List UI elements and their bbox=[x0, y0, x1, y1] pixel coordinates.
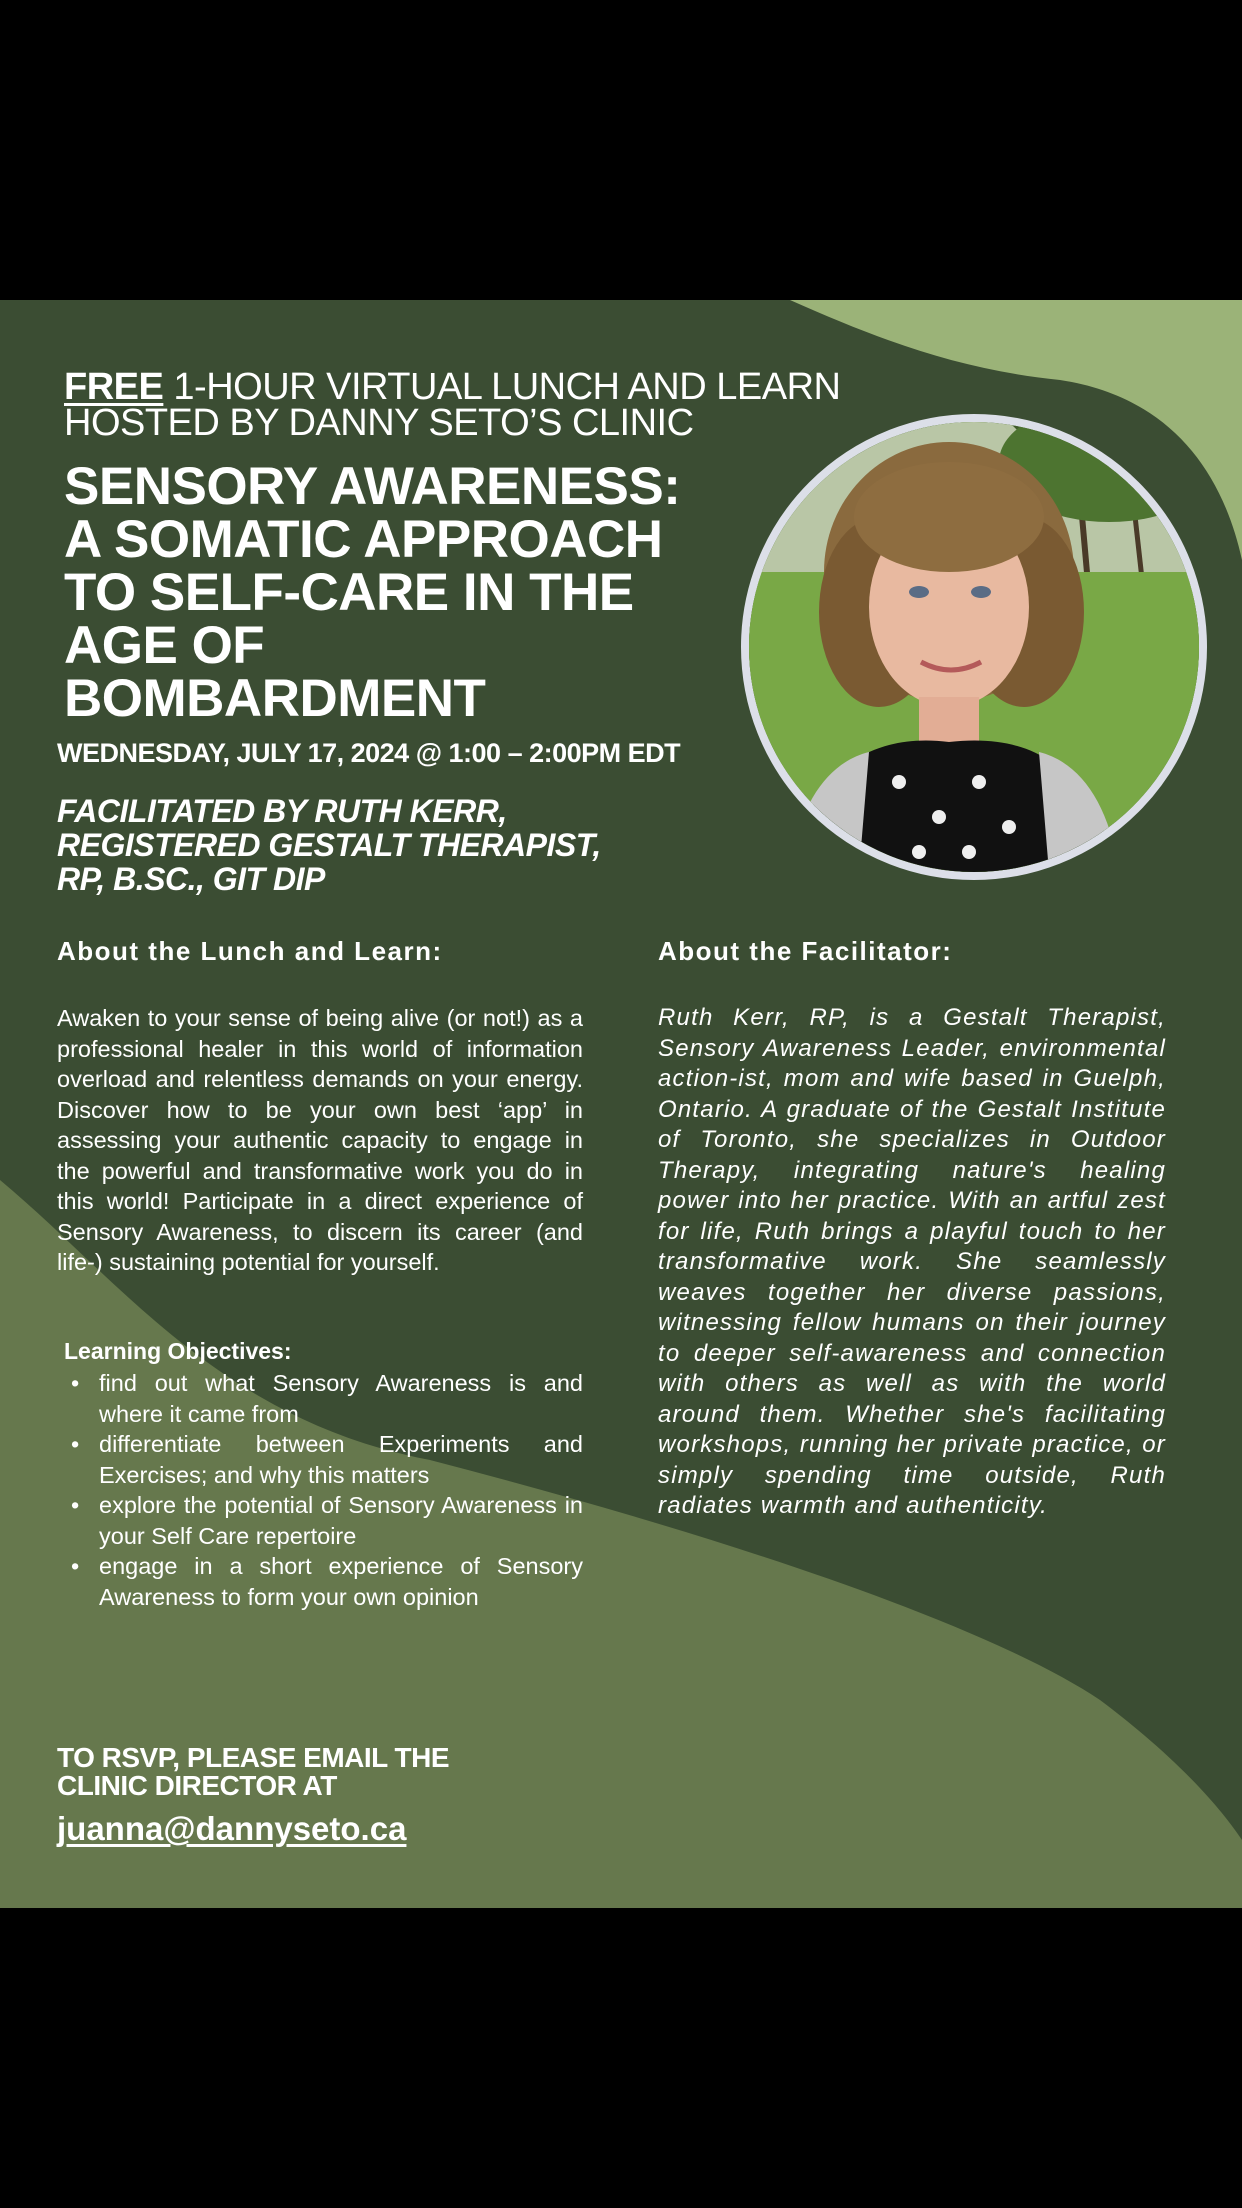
about-facilitator-heading: About the Facilitator: bbox=[658, 936, 953, 966]
facilitator-photo bbox=[741, 414, 1207, 880]
facilitator-line: FACILITATED BY RUTH KERR, bbox=[57, 793, 507, 829]
learning-objectives-heading: Learning Objectives: bbox=[64, 1338, 292, 1364]
event-type-text: 1-HOUR VIRTUAL LUNCH AND LEARN bbox=[163, 366, 841, 408]
title-line: AGE OF bbox=[64, 616, 265, 675]
about-lunch-paragraph: Awaken to your sense of being alive (or not!) as a professional healer in this world of information overload and relentless demands on your energy. Discover how to be your own best ‘app’ in assessing your authentic capacity to engage in the powerful and transformative work you do in this world! Participate in a direct experience of Sensory Awareness, to discern its career (and life-) sustaining potential for yourself. bbox=[57, 1005, 583, 1275]
facilitator-line: RP, B.SC., GIT DIP bbox=[57, 861, 325, 897]
host-line: HOSTED BY DANNY SETO’S CLINIC bbox=[64, 402, 694, 444]
title-line: A SOMATIC APPROACH bbox=[64, 510, 663, 569]
event-type-line bbox=[64, 368, 840, 406]
facilitator-credit bbox=[57, 794, 737, 896]
rsvp-email-link[interactable]: juanna@dannyseto.ca bbox=[57, 1810, 407, 1847]
list-item: • find out what Sensory Awareness is and where it came from bbox=[57, 1368, 583, 1429]
list-item: • explore the potential of Sensory Awareness in your Self Care repertoire bbox=[57, 1490, 583, 1551]
rsvp-instructions bbox=[57, 1744, 449, 1800]
title-line: SENSORY AWARENESS: bbox=[64, 457, 681, 516]
title-line: TO SELF-CARE IN THE bbox=[64, 563, 634, 622]
main-title bbox=[64, 457, 744, 728]
about-lunch-heading: About the Lunch and Learn: bbox=[57, 936, 443, 966]
free-label: FREE bbox=[64, 366, 164, 408]
list-item: • engage in a short experience of Sensory Awareness to form your own opinion bbox=[57, 1551, 583, 1612]
list-item: • differentiate between Experiments and Exercises; and why this matters bbox=[57, 1429, 583, 1490]
rsvp-line: CLINIC DIRECTOR AT bbox=[57, 1770, 337, 1801]
event-poster bbox=[0, 300, 1242, 1908]
facilitator-line: REGISTERED GESTALT THERAPIST, bbox=[57, 827, 601, 863]
portrait-illustration bbox=[749, 422, 1199, 872]
title-line: BOMBARDMENT bbox=[64, 669, 486, 728]
learning-objectives-list bbox=[57, 1368, 583, 1612]
about-facilitator-paragraph: Ruth Kerr, RP, is a Gestalt Therapist, Sensory Awareness Leader, environmental action-ist, mom and wife based in Guelph, Ontario. A graduate of the Gestalt Institute of Toronto, she specializes in Outdoor Therapy, integrating nature's healing power into her practice. With an artful zest for life, Ruth brings a playful touch to her transformative work. She seamlessly weaves together her diverse passions, witnessing fellow humans on their journey to deeper self-awareness and connection with others as well as with the world around them. Whether she's facilitating workshops, running her private practice, or simply spending time outside, Ruth radiates warmth and authenticity. bbox=[658, 1004, 1166, 1519]
rsvp-line: TO RSVP, PLEASE EMAIL THE bbox=[57, 1742, 450, 1773]
event-date-time: WEDNESDAY, JULY 17, 2024 @ 1:00 – 2:00PM EDT bbox=[57, 738, 681, 768]
